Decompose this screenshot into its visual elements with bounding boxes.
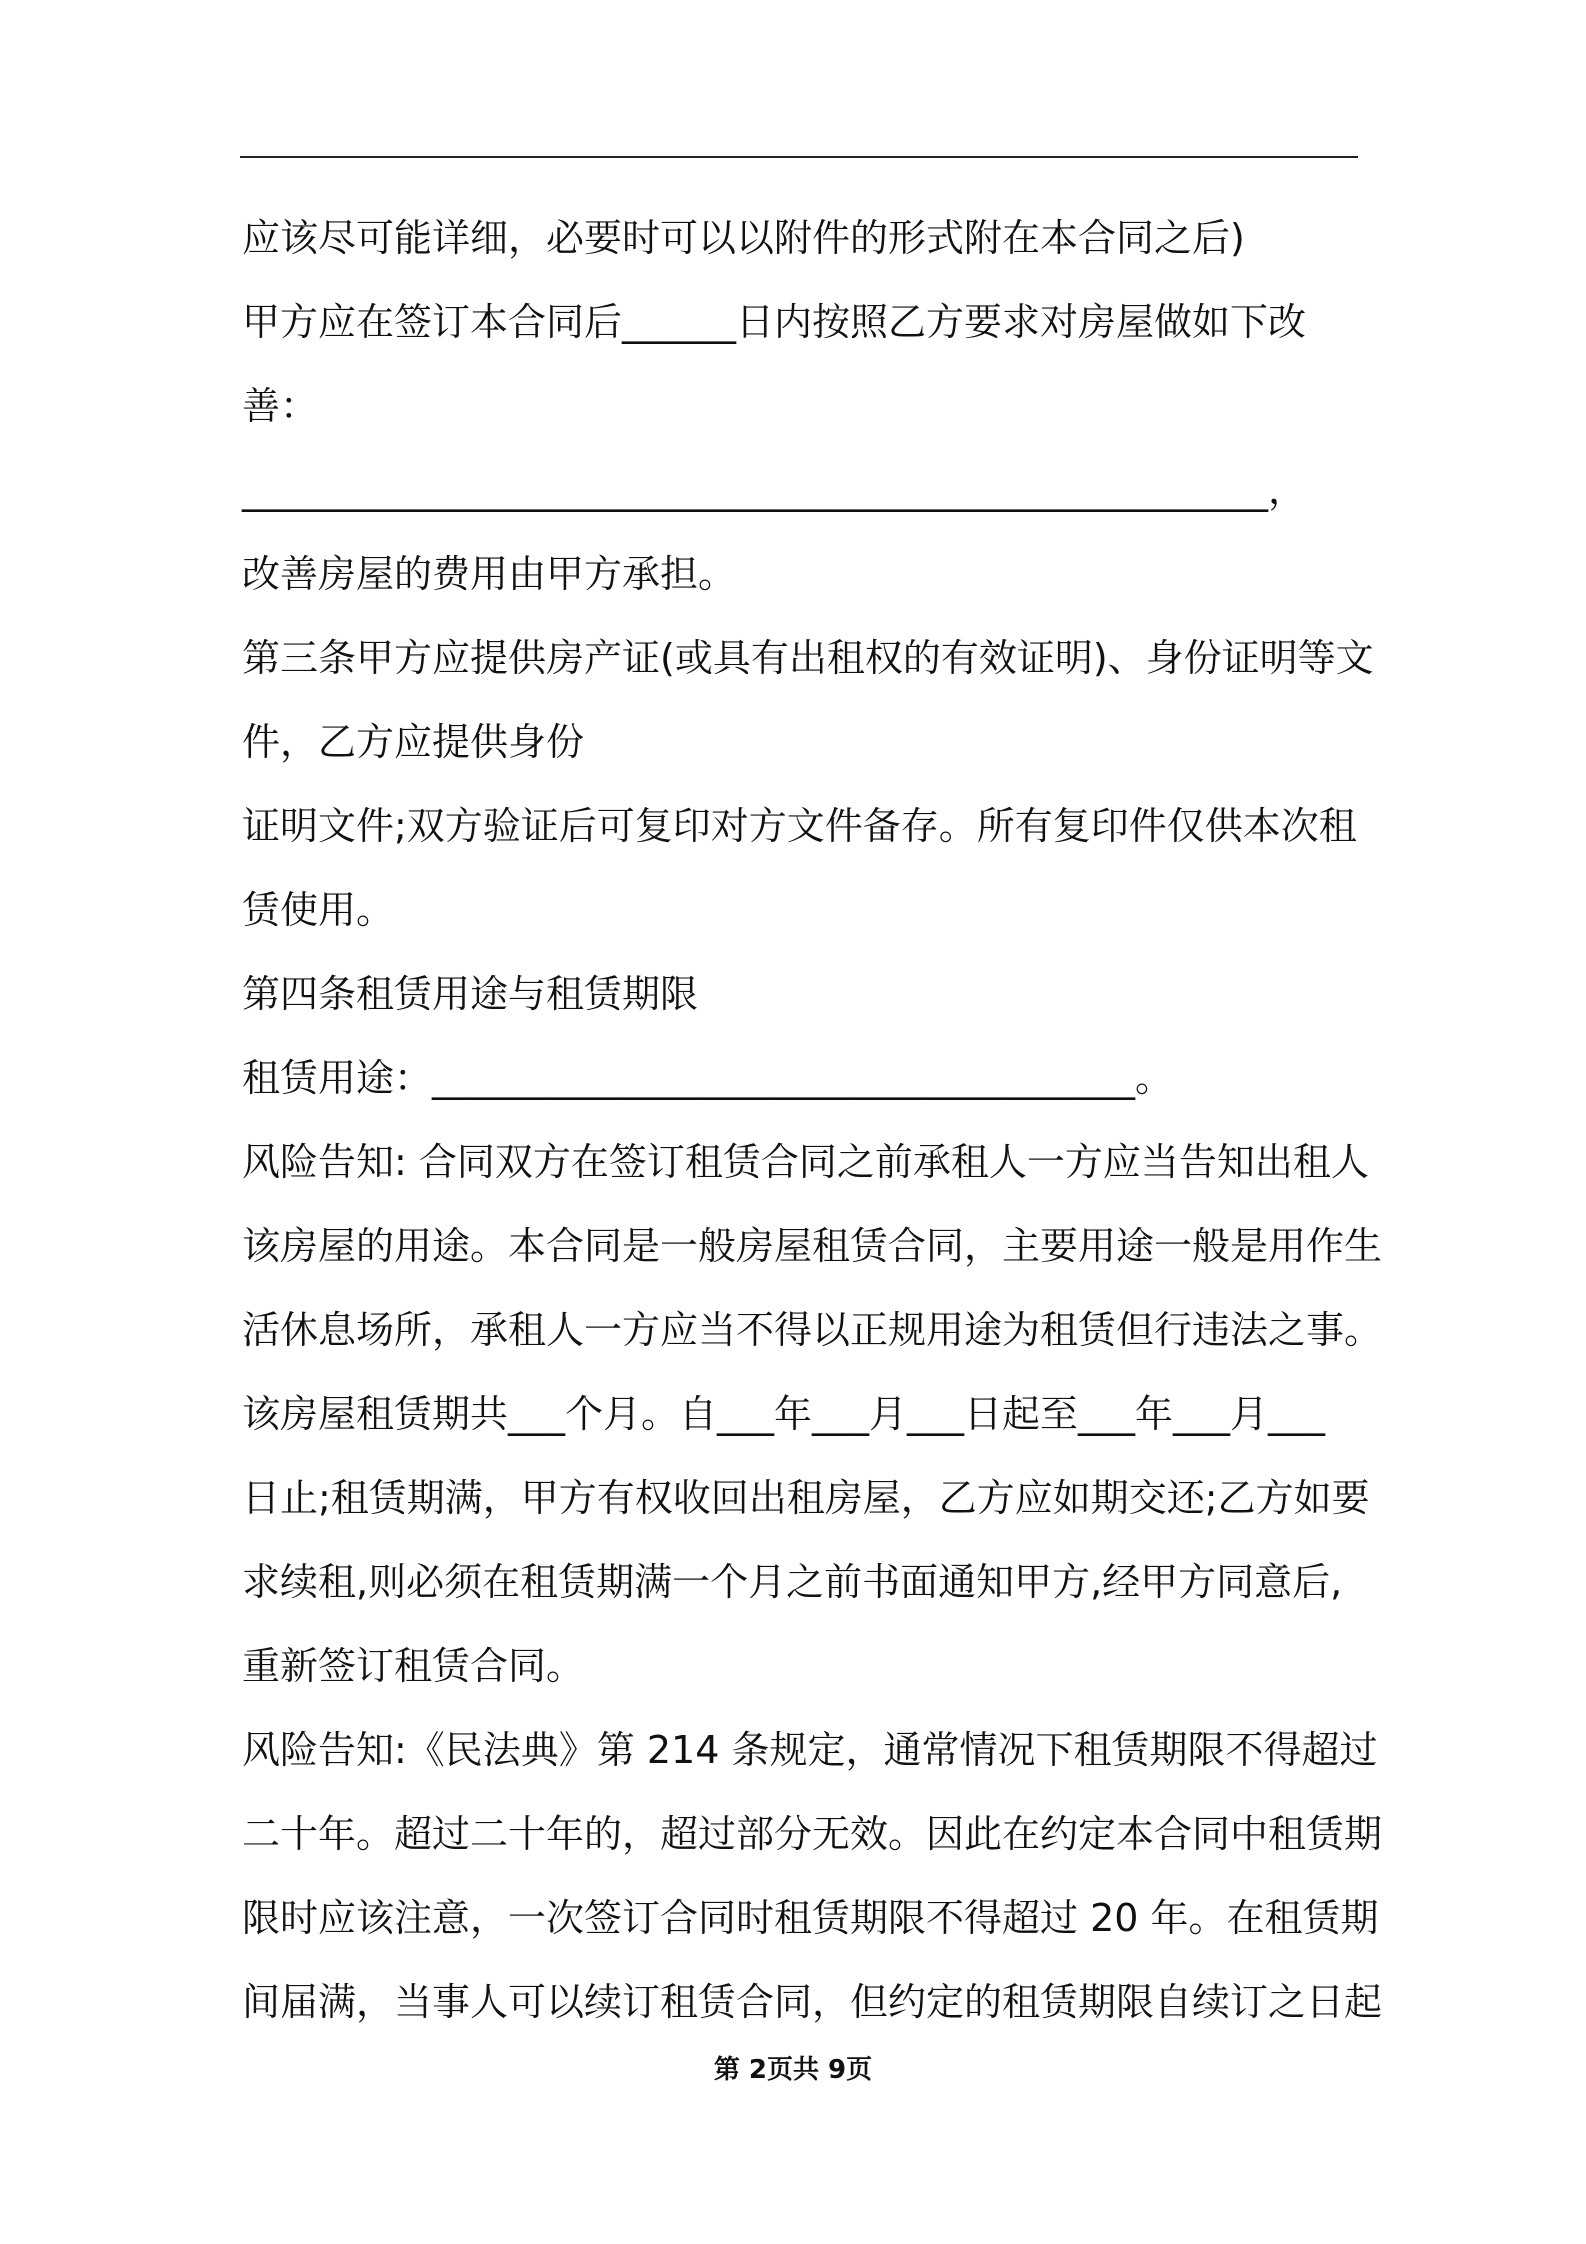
text-line: 件，乙方应提供身份 bbox=[242, 720, 585, 764]
text-line: 善： bbox=[242, 384, 319, 428]
text-line: 证明文件;双方验证后可复印对方文件备存。所有复印件仅供本次租 bbox=[242, 804, 1357, 848]
text-line: 活休息场所，承租人一方应当不得以正规用途为租赁但行违法之事。 bbox=[242, 1308, 1383, 1352]
text-line: 该房屋租赁期共___个月。自___年___月___日起至___年___月___ bbox=[242, 1392, 1326, 1436]
text-line: 甲方应在签订本合同后______日内按照乙方要求对房屋做如下改 bbox=[242, 300, 1307, 344]
text-line: 重新签订租赁合同。 bbox=[242, 1644, 585, 1688]
text-line: 求续租,则必须在租赁期满一个月之前书面通知甲方,经甲方同意后, bbox=[242, 1560, 1343, 1604]
text-line: 限时应该注意，一次签订合同时租赁期限不得超过 20 年。在租赁期 bbox=[242, 1896, 1379, 1940]
text-line: 日止;租赁期满，甲方有权收回出租房屋，乙方应如期交还;乙方如要 bbox=[242, 1476, 1370, 1520]
page-number: 第 2页共 9页 bbox=[713, 2055, 873, 2085]
header-rule bbox=[240, 156, 1358, 158]
text-line: 第三条甲方应提供房产证(或具有出租权的有效证明)、身份证明等文 bbox=[242, 636, 1374, 680]
text-line: 间届满，当事人可以续订租赁合同，但约定的租赁期限自续订之日起 bbox=[242, 1980, 1383, 2024]
text-line: 应该尽可能详细，必要时可以以附件的形式附在本合同之后) bbox=[242, 216, 1245, 260]
text-line: 该房屋的用途。本合同是一般房屋租赁合同，主要用途一般是用作生 bbox=[242, 1224, 1383, 1268]
text-line: 租赁用途：_____________________________________。 bbox=[242, 1056, 1174, 1100]
text-line: 风险告知:《民法典》第 214 条规定，通常情况下租赁期限不得超过 bbox=[242, 1728, 1378, 1772]
text-line: 赁使用。 bbox=[242, 888, 395, 932]
text-line: 改善房屋的费用由甲方承担。 bbox=[242, 552, 737, 596]
document-body bbox=[242, 196, 1383, 2044]
text-line: 风险告知: 合同双方在签订租赁合同之前承租人一方应当告知出租人 bbox=[242, 1140, 1369, 1184]
text-line: 第四条租赁用途与租赁期限 bbox=[242, 972, 699, 1016]
text-line: 二十年。超过二十年的，超过部分无效。因此在约定本合同中租赁期 bbox=[242, 1812, 1383, 1856]
text-line: ______________________________________________________， bbox=[242, 468, 1307, 512]
